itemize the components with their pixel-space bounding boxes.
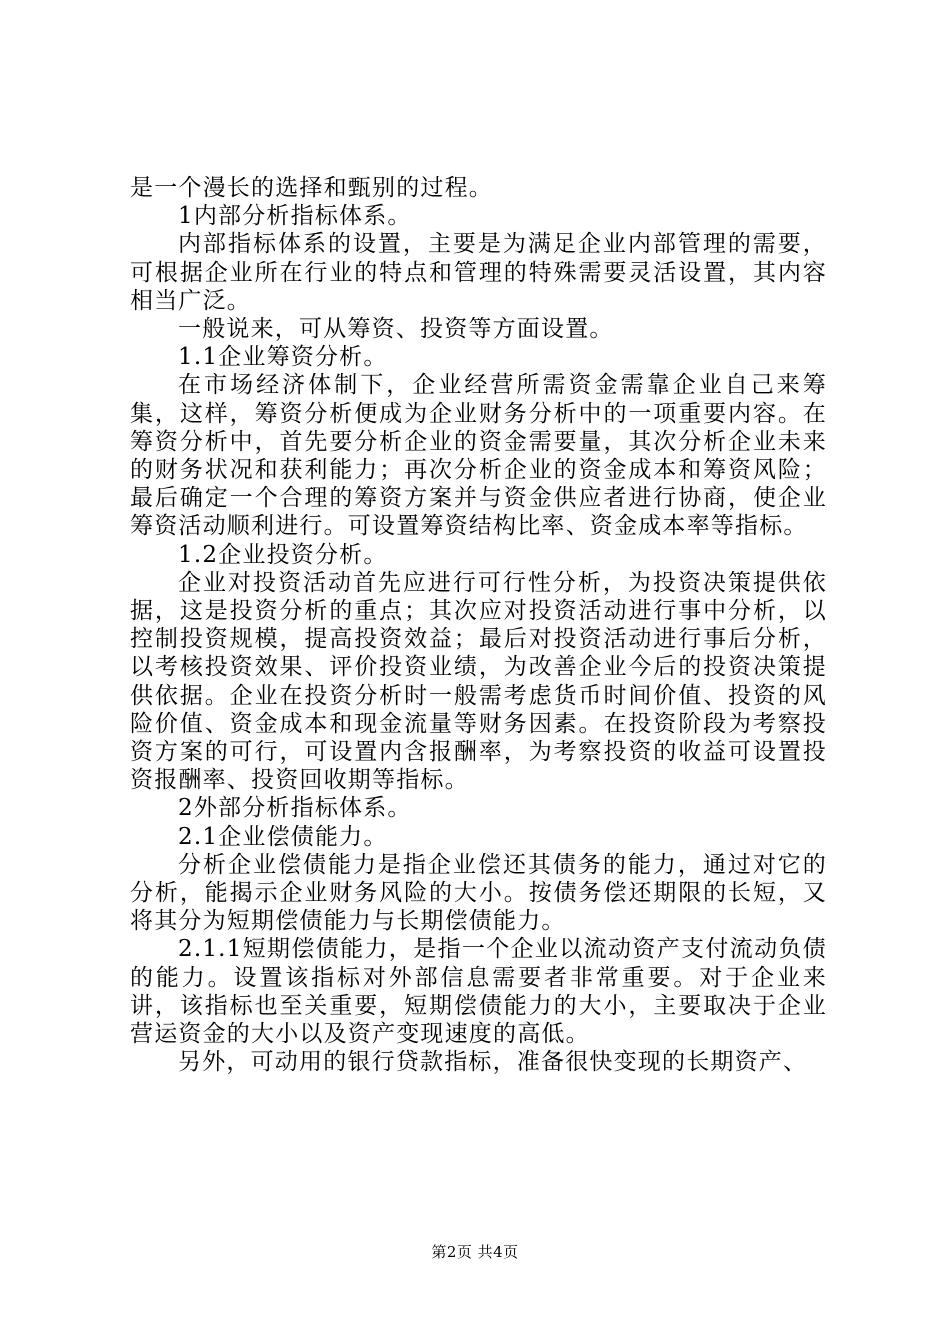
section-heading: 2外部分析指标体系。 [178,795,412,822]
subsection-heading: 2.1企业偿债能力。 [178,823,388,850]
paragraph: 在市场经济体制下，企业经营所需资金需靠企业自己来筹集，这样，筹资分析便成为企业财务分析中的一项重要内容。在筹资分析中，首先要分析企业的资金需要量，其次分析企业未来的财务状况和获利能力；再次分析企业的资金成本和筹资风险；最后确定一个合理的筹资方案并与资金供应者进行协商，使企业筹资活动顺利进行。可设置筹资结构比率、资金成本率等指标。 [130,372,827,540]
document-body [130,174,827,1077]
section-heading: 1内部分析指标体系。 [178,203,412,230]
paragraph: 企业对投资活动首先应进行可行性分析，为投资决策提供依据，这是投资分析的重点；其次应对投资活动进行事中分析，以控制投资规模，提高投资效益；最后对投资活动进行事后分析，以考核投资效果、评价投资业绩，为改善企业今后的投资决策提供依据。企业在投资分析时一般需考虑货币时间价值、投资的风险价值、资金成本和现金流量等财务因素。在投资阶段为考察投资方案的可行，可设置内含报酬率，为考察投资的收益可设置投资报酬率、投资回收期等指标。 [130,569,827,794]
subsection-heading: 1.2企业投资分析。 [178,541,388,568]
paragraph: 是一个漫长的选择和甄别的过程。 [130,175,493,201]
paragraph: 分析企业偿债能力是指企业偿还其债务的能力，通过对它的分析，能揭示企业财务风险的大小。按债务偿还期限的长短，又将其分为短期偿债能力与长期偿债能力。 [130,851,827,935]
paragraph: 一般说来，可从筹资、投资等方面设置。 [178,316,614,343]
paragraph: 另外，可动用的银行贷款指标，准备很快变现的长期资产、 [178,1049,808,1076]
paragraph: 2.1.1短期偿债能力，是指一个企业以流动资产支付流动负债的能力。设置该指标对外部信息需要者非常重要。对于企业来讲，该指标也至关重要，短期偿债能力的大小，主要取决于企业营运资金的大小以及资产变现速度的高低。 [130,936,827,1048]
page-footer: 第2页 共4页 [431,1243,519,1261]
paragraph: 内部指标体系的设置，主要是为满足企业内部管理的需要，可根据企业所在行业的特点和管理的特殊需要灵活设置，其内容相当广泛。 [130,231,827,314]
subsection-heading: 1.1企业筹资分析。 [178,344,388,371]
